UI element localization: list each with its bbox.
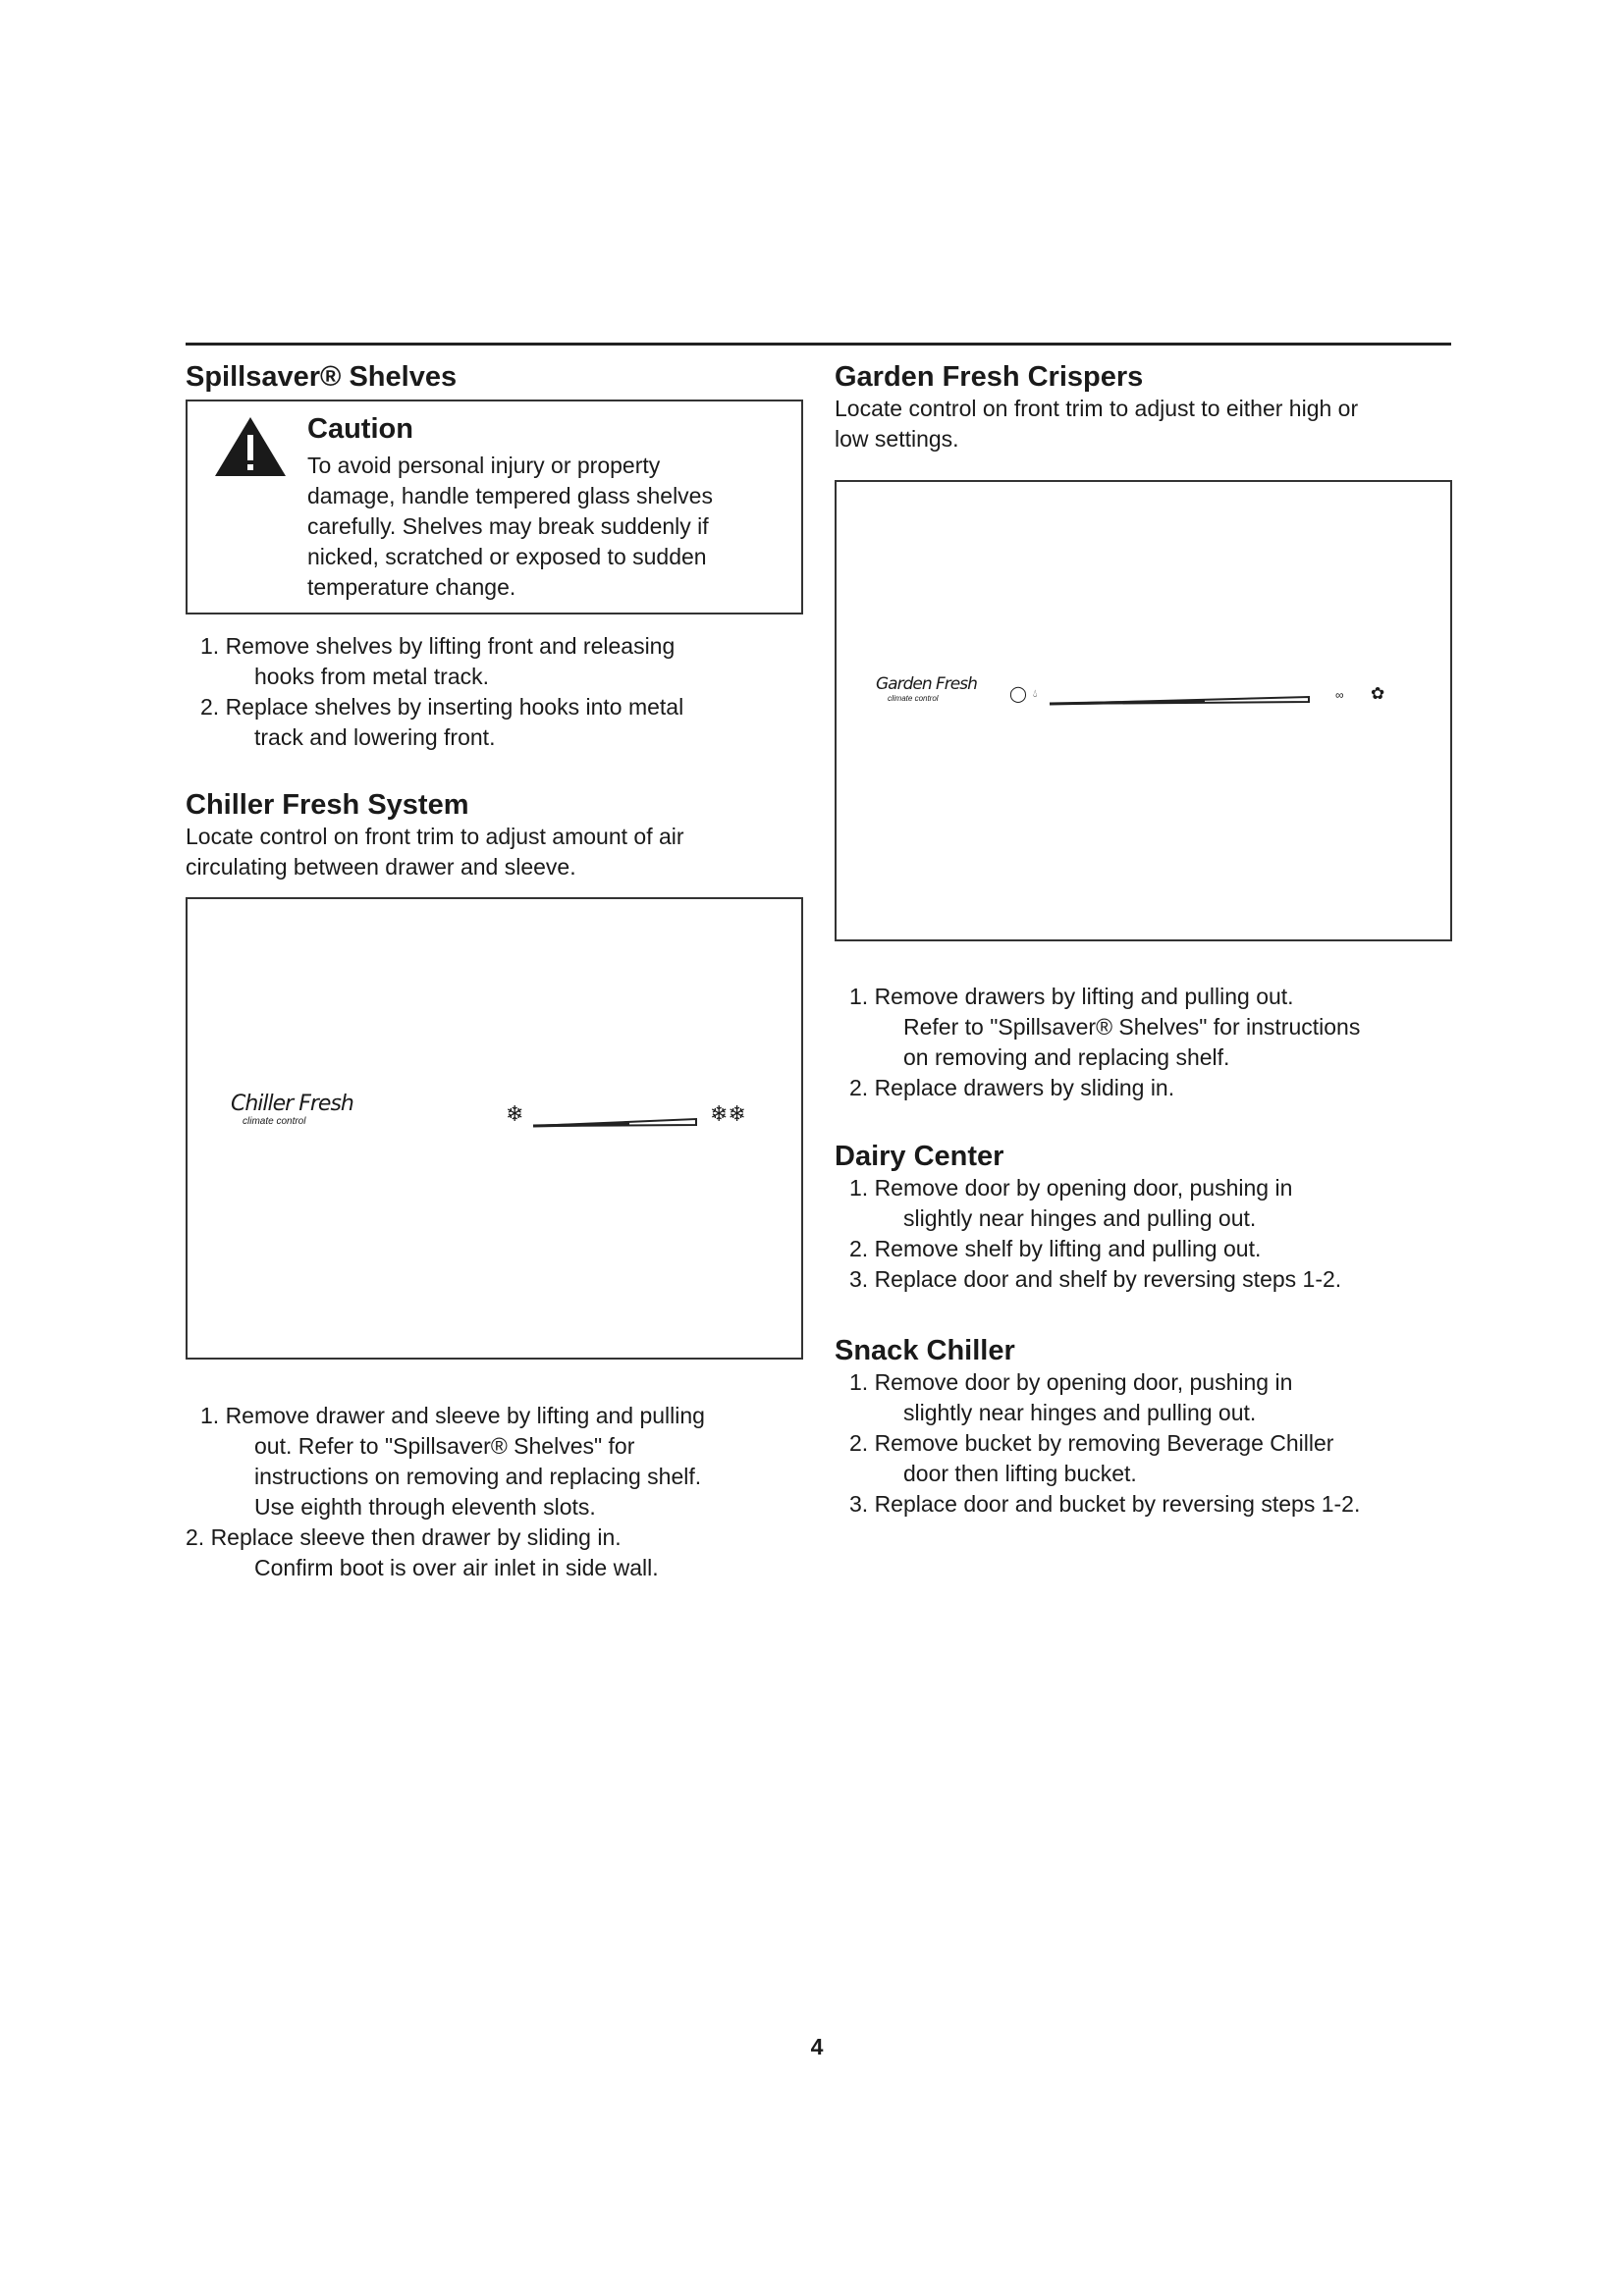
warning-icon xyxy=(213,415,288,478)
step: 2. Remove bucket by removing Beverage Chiller xyxy=(849,1430,1334,1456)
step: 3. Replace door and bucket by reversing steps 1-2. xyxy=(849,1491,1361,1517)
caution-line: To avoid personal injury or property xyxy=(307,453,661,478)
spillsaver-steps xyxy=(200,631,683,753)
step: slightly near hinges and pulling out. xyxy=(903,1205,1257,1231)
garden-control-figure xyxy=(835,480,1452,941)
description: Locate control on front trim to adjust to either high or xyxy=(835,396,1359,421)
step: slightly near hinges and pulling out. xyxy=(903,1400,1257,1425)
step: 1. Remove drawers by lifting and pulling out. xyxy=(849,984,1294,1009)
dairy-section xyxy=(835,1140,1341,1295)
chiller-control-figure xyxy=(186,897,803,1360)
chiller-steps xyxy=(186,1401,705,1583)
step: 1. Remove door by opening door, pushing in xyxy=(849,1369,1293,1395)
description: Locate control on front trim to adjust amount of air xyxy=(186,824,684,849)
snowflake-icon: ❄ xyxy=(506,1101,524,1126)
double-snowflake-icon: ❄❄ xyxy=(710,1101,746,1126)
step: 2. Replace drawers by sliding in. xyxy=(849,1075,1175,1100)
step: Confirm boot is over air inlet in side wall. xyxy=(254,1555,659,1580)
chiller-logo xyxy=(231,1092,353,1127)
garden-section xyxy=(835,360,1358,454)
slider-control xyxy=(531,1115,708,1129)
step: hooks from metal track. xyxy=(254,664,490,689)
double-droplet-icon: ∞ xyxy=(1335,688,1344,702)
description: low settings. xyxy=(835,426,959,452)
section-title: Snack Chiller xyxy=(835,1335,1015,1366)
description: circulating between drawer and sleeve. xyxy=(186,854,576,880)
step: 1. Remove door by opening door, pushing in xyxy=(849,1175,1293,1201)
logo-text: Garden Fresh xyxy=(876,674,977,694)
caution-line: nicked, scratched or exposed to sudden xyxy=(307,544,707,569)
chiller-section xyxy=(186,788,684,882)
section-title: Chiller Fresh System xyxy=(186,789,469,821)
logo-subtext: climate control xyxy=(243,1116,306,1127)
step: instructions on removing and replacing shelf. xyxy=(254,1464,702,1489)
droplet-icon: 💧︎ xyxy=(1033,688,1038,700)
step: door then lifting bucket. xyxy=(903,1461,1137,1486)
step: 3. Replace door and shelf by reversing steps 1-2. xyxy=(849,1266,1342,1292)
apple-icon: ◯ xyxy=(1009,686,1027,703)
step: 1. Remove shelves by lifting front and releasing xyxy=(200,633,676,659)
vegetable-icon: ✿ xyxy=(1371,684,1385,703)
caution-line: carefully. Shelves may break suddenly if xyxy=(307,513,709,539)
step: track and lowering front. xyxy=(254,724,496,750)
caution-box xyxy=(186,400,803,614)
logo-subtext: climate control xyxy=(888,694,939,703)
step: on removing and replacing shelf. xyxy=(903,1044,1230,1070)
snack-section xyxy=(835,1334,1360,1520)
step: Use eighth through eleventh slots. xyxy=(254,1494,596,1520)
caution-line: temperature change. xyxy=(307,574,516,600)
top-rule xyxy=(186,343,1451,346)
step: 1. Remove drawer and sleeve by lifting and pulling xyxy=(200,1403,705,1428)
section-title: Spillsaver® Shelves xyxy=(186,361,458,393)
slider-control xyxy=(1048,694,1313,706)
section-title: Dairy Center xyxy=(835,1141,1004,1172)
caution-title: Caution xyxy=(307,413,413,445)
step: 2. Remove shelf by lifting and pulling out. xyxy=(849,1236,1262,1261)
step: Refer to "Spillsaver® Shelves" for instructions xyxy=(903,1014,1361,1040)
caution-line: damage, handle tempered glass shelves xyxy=(307,483,713,508)
spillsaver-section xyxy=(186,360,457,394)
step: 2. Replace sleeve then drawer by sliding in. xyxy=(186,1524,622,1550)
page-number: 4 xyxy=(810,2034,824,2059)
caution-text xyxy=(307,451,779,603)
step: 2. Replace shelves by inserting hooks into metal xyxy=(200,694,684,720)
logo-text: Chiller Fresh xyxy=(231,1092,353,1116)
garden-logo xyxy=(876,674,977,703)
section-title: Garden Fresh Crispers xyxy=(835,361,1144,393)
step: out. Refer to "Spillsaver® Shelves" for xyxy=(254,1433,635,1459)
garden-steps xyxy=(849,982,1360,1103)
